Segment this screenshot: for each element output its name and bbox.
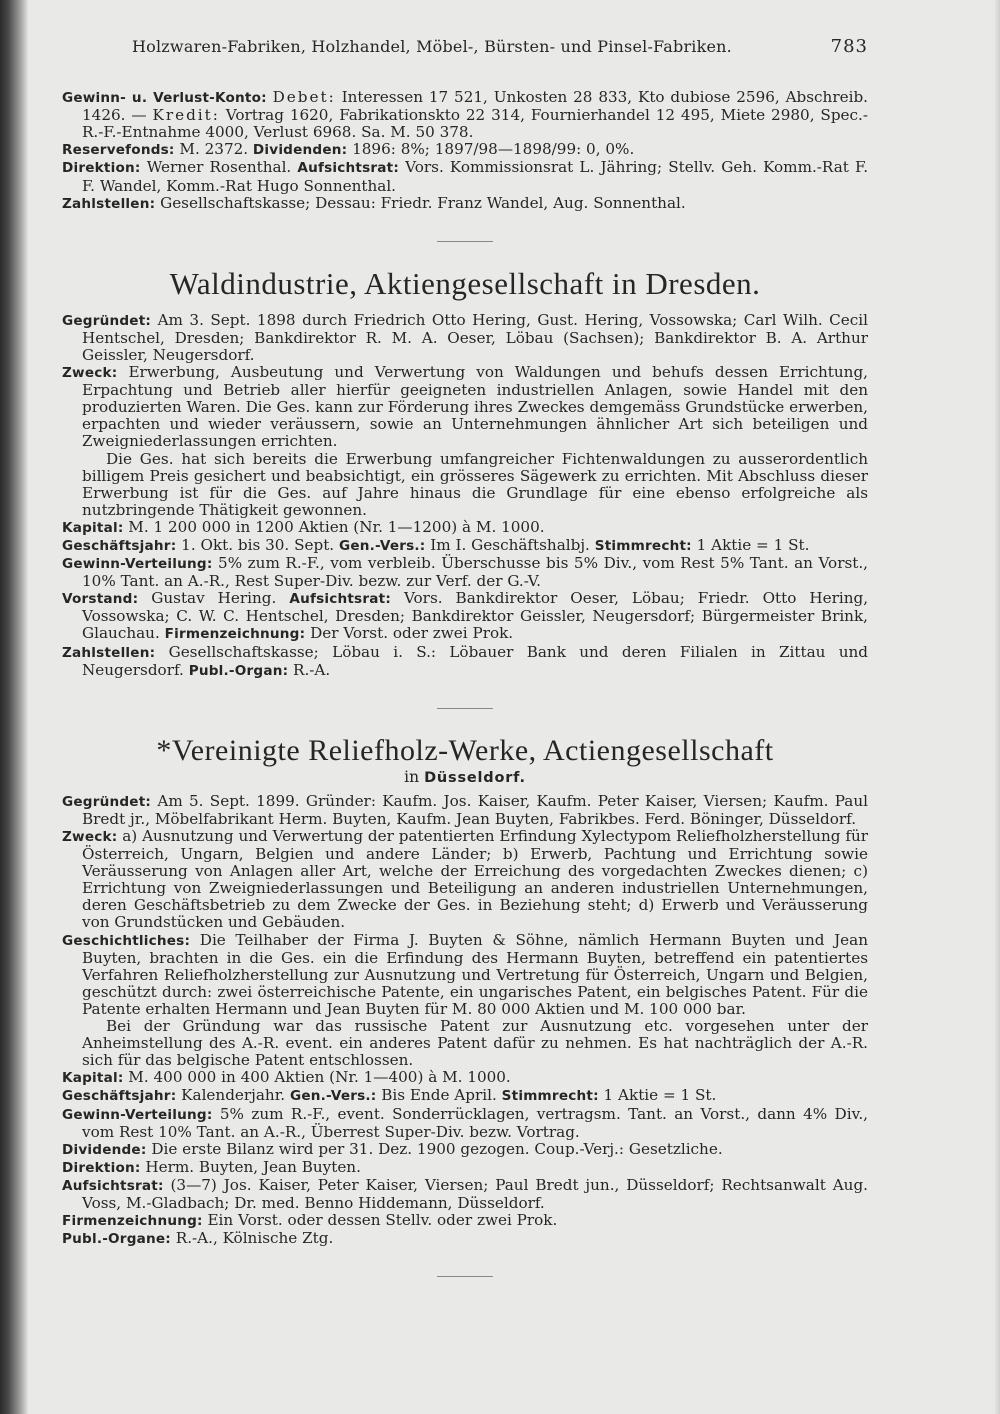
field-text: 5% zum R.-F., event. Sonderrücklagen, vertragsm. Tant. an Vorst., dann 4% Div., vom Rest 10% Tant. an A.-R., Überrest Super-Div. bezw. Vortrag. — [82, 1104, 869, 1141]
field-text: Die Teilhaber der Firma J. Buyten & Söhne, nämlich Hermann Buyten und Jean Buyten, brachten in die Ges. ein die Erfindung des Hermann Buyten, betreffend ein patentiertes Verfahren Reliefholzherstellung zur Ausnutzung und Vertretung für Österreich, Ungarn und Belgien, geschützt durch: zwei österreichische Patente, ein ungarisches Patent, ein belgisches Patent. Für die Patente erhalten Hermann und Jean Buyten für M. 80 000 Aktien und M. 100 000 bar. — [82, 930, 869, 1018]
field-label: Publ.-Organe: — [62, 1231, 171, 1248]
field-label: Reservefonds: — [62, 142, 175, 159]
field-label: Gewinn- u. Verlust-Konto: — [62, 90, 267, 107]
kredit-label: Kredit: — [152, 106, 220, 125]
section-divider — [437, 1276, 493, 1277]
field-text: 1896: 8%; 1897/98—1898/99: 0, 0%. — [352, 140, 635, 159]
field-label: Zahlstellen: — [62, 195, 156, 212]
scan-binding-shadow — [0, 0, 28, 1414]
field-text: R.-A., Kölnische Ztg. — [175, 1229, 334, 1248]
field-label: Firmenzeichnung: — [62, 1213, 203, 1230]
kapital-paragraph — [62, 1069, 868, 1087]
header-title: Holzwaren-Fabriken, Holzhandel, Möbel-, Bürsten- und Pinsel-Fabriken. — [132, 37, 732, 56]
field-label: Gegründet: — [62, 312, 152, 329]
location-city: Düsseldorf. — [424, 769, 526, 786]
company-location — [62, 769, 868, 787]
field-text: M. 400 000 in 400 Aktien (Nr. 1—400) à M. 1000. — [128, 1068, 511, 1087]
field-label: Vorstand: — [62, 591, 139, 608]
running-header — [132, 38, 868, 55]
field-label: Geschäftsjahr: — [62, 1088, 177, 1105]
field-text: Erwerbung, Ausbeutung und Verwertung von Waldungen und behufs dessen Errichtung, Erpachtung und Betrieb aller hierfür geeigneten industriellen Anlagen, sowie Handel mit den produzierten Waren. Die Ges. kann zur Förderung ihres Zweckes demgemäss Grundstücke erwerben, erpachten und wieder veräussern, sowie an Unternehmungen ähnlicher Art sich beteiligen und Zweigniederlassungen errichten. — [82, 363, 868, 451]
section-divider — [437, 241, 493, 242]
field-label: Zweck: — [62, 365, 118, 382]
geschaeftsjahr-paragraph — [62, 537, 868, 555]
field-text: Die erste Bilanz wird per 31. Dez. 1900 gezogen. Coup.-Verj.: Gesetzliche. — [151, 1139, 723, 1158]
field-label: Dividende: — [62, 1141, 147, 1158]
field-label: Zahlstellen: — [62, 644, 156, 661]
vorstand-paragraph — [62, 590, 868, 643]
gewinn-verteilung-paragraph — [62, 1106, 868, 1141]
field-label: Aufsichtsrat: — [297, 160, 400, 177]
geschaeftsjahr-paragraph — [62, 1087, 868, 1105]
gegruendet-paragraph — [62, 793, 868, 828]
company-entry-reliefholz — [62, 793, 868, 1248]
field-text: Im I. Geschäftshalbj. — [430, 535, 590, 554]
field-label: Geschäftsjahr: — [62, 537, 177, 554]
gewinn-verteilung-paragraph — [62, 555, 868, 590]
field-text: Ein Vorst. oder dessen Stellv. oder zwei Prok. — [207, 1211, 558, 1230]
field-label: Direktion: — [62, 1159, 141, 1176]
debet-label: Debet: — [272, 88, 336, 107]
gewinn-verlust-paragraph — [62, 89, 868, 141]
company-title: *Vereinigte Reliefholz-Werke, Actiengesellschaft — [156, 733, 774, 767]
field-text: Gustav Hering. — [151, 589, 277, 608]
field-label: Stimmrecht: — [594, 537, 692, 554]
location-prefix: in — [404, 767, 420, 786]
field-text: Kalenderjahr. — [181, 1086, 286, 1105]
field-label: Direktion: — [62, 160, 141, 177]
kredit-text: Vortrag 1620, Fabrikationskto 22 314, Fournierhandel 12 495, Miete 2980, Spec.-R.-F.-Entnahme 4000, Verlust 6968. Sa. M. 50 378. — [82, 106, 869, 142]
page-number: 783 — [830, 36, 868, 57]
reserve-dividenden-paragraph — [62, 141, 868, 159]
zahlstellen-paragraph — [62, 644, 868, 680]
firmenzeichnung-paragraph — [62, 1212, 868, 1230]
kapital-paragraph — [62, 519, 868, 537]
zweck-paragraph — [62, 828, 868, 932]
field-text: Gesellschaftskasse; Löbau i. S.: Löbauer Bank und deren Filialen in Zittau und Neugersdorf. — [82, 642, 869, 679]
previous-entry-section — [62, 89, 868, 213]
field-text: Bis Ende April. — [381, 1086, 497, 1105]
field-label: Gen.-Vers.: — [338, 537, 426, 554]
company-entry-waldindustrie — [62, 312, 868, 680]
field-text: 5% zum R.-F., vom verbleib. Überschusse bis 5% Div., vom Rest 5% Tant. an Vorst., 10% Tant. an A.-R., Rest Super-Div. bezw. zur Verf. der G.-V. — [82, 554, 869, 591]
field-text: 1 Aktie = 1 St. — [603, 1086, 717, 1105]
aufsichtsrat-paragraph — [62, 1177, 868, 1212]
field-label: Zweck: — [62, 829, 118, 845]
field-text: R.-A. — [293, 660, 331, 679]
field-label: Geschichtliches: — [62, 932, 191, 949]
company-title: Waldindustrie, Aktiengesellschaft in Dresden. — [169, 265, 761, 301]
field-text: Herm. Buyten, Jean Buyten. — [145, 1157, 361, 1176]
field-text: M. 2372. — [179, 140, 249, 159]
geschichtliches-paragraph — [62, 932, 868, 1018]
field-label: Gegründet: — [62, 793, 152, 810]
field-text: (3—7) Jos. Kaiser, Peter Kaiser, Viersen; Paul Bredt jun., Düsseldorf; Rechtsanwalt Aug. Voss, M.-Gladbach; Dr. med. Benno Hiddemann, Düsseldorf. — [82, 1175, 868, 1212]
field-text: Am 3. Sept. 1898 durch Friedrich Otto Hering, Gust. Hering, Vossowska; Carl Wilh. Cecil Hentschel, Dresden; Bankdirektor R. M. A. Oeser, Löbau (Sachsen); Bankdirektor B. A. Arthur Geissler, Neugersdorf. — [82, 310, 869, 364]
document-page — [62, 38, 868, 1301]
field-text: Am 5. Sept. 1899. Gründer: Kaufm. Jos. Kaiser, Kaufm. Peter Kaiser, Viersen; Kaufm. Paul Bredt jr., Möbelfabrikant Herm. Buyten, Kaufm. Jean Buyten, Fabrikbes. Ferd. Böninger, Düsseldorf. — [82, 791, 868, 828]
zweck-continuation: Die Ges. hat sich bereits die Erwerbung umfangreicher Fichtenwaldungen zu ausserordentlich billigem Preis gesichert und beabsichtigt, ein grösseres Sägewerk zu errichten. Mit Abschluss dieser Erwerbung ist für die Ges. auf Jahre hinaus die Grundlage für eine ebenso erfolgreiche als nutzbringende Thätigkeit gewonnen. — [82, 449, 868, 519]
field-label: Gewinn-Verteilung: — [62, 1106, 213, 1123]
zweck-paragraph — [62, 364, 868, 450]
field-label: Kapital: — [62, 519, 124, 536]
field-text: Der Vorst. oder zwei Prok. — [310, 624, 514, 643]
scan-page-edge — [994, 0, 1000, 1414]
zahlstellen-paragraph — [62, 195, 868, 213]
field-label: Aufsichtsrat: — [62, 1177, 164, 1194]
field-text: Werner Rosenthal. — [146, 158, 292, 177]
field-label: Gewinn-Verteilung: — [62, 556, 213, 573]
direktion-paragraph — [62, 159, 868, 194]
section-divider — [437, 708, 493, 709]
direktion-paragraph — [62, 1159, 868, 1177]
field-text: Vors. Kommissionsrat L. Jähring; Stellv. Geh. Komm.-Rat F. F. Wandel, Komm.-Rat Hugo Sonnenthal. — [82, 158, 869, 195]
publ-organe-paragraph — [62, 1230, 868, 1248]
dividende-paragraph — [62, 1141, 868, 1159]
field-text: M. 1 200 000 in 1200 Aktien (Nr. 1—1200) à M. 1000. — [128, 517, 545, 536]
field-text: 1. Okt. bis 30. Sept. — [181, 535, 335, 554]
field-text: 1 Aktie = 1 St. — [696, 535, 810, 554]
field-label: Aufsichtsrat: — [289, 591, 391, 608]
debet-text: Interessen 17 521, Unkosten 28 833, Kto dubiose 2596, Abschreib. 1426. — — [82, 88, 868, 125]
field-text: Vors. Bankdirektor Oeser, Löbau; Friedr. Otto Hering, Vossowska; C. W. C. Hentschel, Dresden; Bankdirektor Geissler, Neugersdorf; Bürgermeister Brink, Glauchau. — [82, 589, 869, 643]
field-label: Firmenzeichnung: — [164, 626, 306, 643]
field-text: Gesellschaftskasse; Dessau: Friedr. Franz Wandel, Aug. Sonnenthal. — [160, 193, 686, 212]
field-label: Stimmrecht: — [501, 1088, 599, 1105]
geschichtliches-continuation: Bei der Gründung war das russische Patent zur Ausnutzung etc. vorgesehen unter der Anheimstellung des A.-R. event. ein anderes Patent dafür zu nehmen. Es hat nachträglich der A.-R. sich für das belgische Patent entschlossen. — [82, 1017, 868, 1070]
field-label: Kapital: — [62, 1070, 124, 1087]
field-label: Dividenden: — [252, 142, 348, 159]
gegruendet-paragraph — [62, 312, 868, 364]
field-text: a) Ausnutzung und Verwertung der patentierten Erfindung Xylectypom Reliefholzherstellung für Österreich, Ungarn, Belgien und andere Länder; b) Erwerb, Pachtung und Errichtung sowie Veräusserung von Anlagen aller Art, welche der Erreichung des vorgedachten Zweckes dienen; c) Errichtung von Zweigniederlassungen und Beteiligung an anderen industriellen Unternehmungen, deren Geschäftsbetrieb zu dem Zwecke der Ges. in Beziehung steht; d) Erwerb und Veräusserung von Grundstücken und Gebäuden. — [82, 827, 869, 932]
field-label: Gen.-Vers.: — [289, 1088, 377, 1105]
field-label: Publ.-Organ: — [188, 662, 289, 679]
